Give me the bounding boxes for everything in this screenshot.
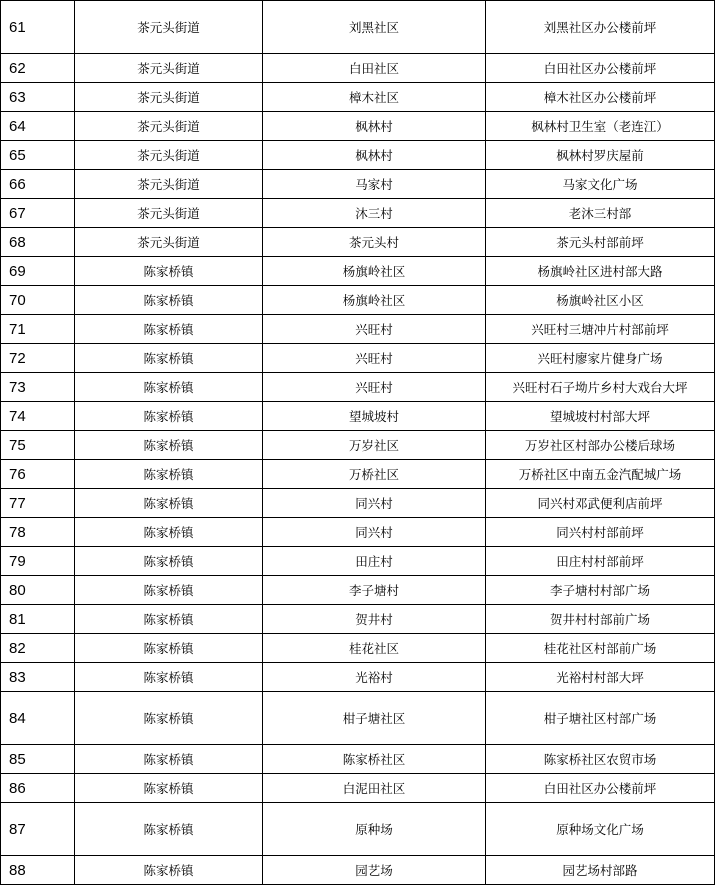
table-row [1,112,715,141]
location-cell: 贺井村村部前广场 [486,605,715,634]
table-row [1,199,715,228]
row-number-cell: 64 [1,112,75,141]
table-row [1,576,715,605]
street-cell: 陈家桥镇 [75,576,263,605]
table-row [1,170,715,199]
street-cell: 茶元头街道 [75,1,263,54]
row-number-cell: 82 [1,634,75,663]
community-cell: 桂花社区 [263,634,486,663]
community-cell: 柑子塘社区 [263,692,486,745]
street-cell: 茶元头街道 [75,83,263,112]
street-cell: 茶元头街道 [75,228,263,257]
row-number-cell: 72 [1,344,75,373]
row-number-cell: 80 [1,576,75,605]
row-number-cell: 87 [1,803,75,856]
row-number-cell: 76 [1,460,75,489]
location-cell: 枫林村卫生室（老连江） [486,112,715,141]
table-row [1,344,715,373]
street-cell: 陈家桥镇 [75,547,263,576]
table-row [1,856,715,885]
location-cell: 老沐三村部 [486,199,715,228]
street-cell: 陈家桥镇 [75,856,263,885]
street-cell: 陈家桥镇 [75,344,263,373]
location-cell: 兴旺村廖家片健身广场 [486,344,715,373]
street-cell: 陈家桥镇 [75,518,263,547]
community-cell: 原种场 [263,803,486,856]
table-row [1,373,715,402]
street-cell: 茶元头街道 [75,112,263,141]
community-cell: 万岁社区 [263,431,486,460]
location-cell: 同兴村邓武便利店前坪 [486,489,715,518]
community-cell: 贺井村 [263,605,486,634]
street-cell: 陈家桥镇 [75,431,263,460]
community-cell: 望城坡村 [263,402,486,431]
street-cell: 茶元头街道 [75,54,263,83]
row-number-cell: 77 [1,489,75,518]
table-row [1,634,715,663]
table-row [1,605,715,634]
community-cell: 沐三村 [263,199,486,228]
row-number-cell: 73 [1,373,75,402]
community-cell: 兴旺村 [263,344,486,373]
community-cell: 兴旺村 [263,373,486,402]
location-cell: 同兴村村部前坪 [486,518,715,547]
location-cell: 马家文化广场 [486,170,715,199]
community-cell: 茶元头村 [263,228,486,257]
row-number-cell: 71 [1,315,75,344]
street-cell: 茶元头街道 [75,170,263,199]
community-cell: 杨旗岭社区 [263,257,486,286]
location-cell: 柑子塘社区村部广场 [486,692,715,745]
table-row [1,518,715,547]
location-cell: 白田社区办公楼前坪 [486,54,715,83]
location-cell: 白田社区办公楼前坪 [486,774,715,803]
location-cell: 茶元头村部前坪 [486,228,715,257]
street-cell: 陈家桥镇 [75,803,263,856]
row-number-cell: 67 [1,199,75,228]
street-cell: 陈家桥镇 [75,745,263,774]
row-number-cell: 74 [1,402,75,431]
community-cell: 刘黑社区 [263,1,486,54]
street-cell: 陈家桥镇 [75,286,263,315]
location-cell: 杨旗岭社区进村部大路 [486,257,715,286]
row-number-cell: 78 [1,518,75,547]
street-cell: 陈家桥镇 [75,257,263,286]
row-number-cell: 86 [1,774,75,803]
row-number-cell: 79 [1,547,75,576]
street-cell: 茶元头街道 [75,199,263,228]
street-cell: 陈家桥镇 [75,489,263,518]
community-cell: 李子塘村 [263,576,486,605]
location-cell: 兴旺村三塘冲片村部前坪 [486,315,715,344]
location-cell: 田庄村村部前坪 [486,547,715,576]
table-row [1,774,715,803]
row-number-cell: 66 [1,170,75,199]
table-row [1,460,715,489]
table-row [1,286,715,315]
row-number-cell: 62 [1,54,75,83]
community-cell: 兴旺村 [263,315,486,344]
table-row [1,803,715,856]
table-row [1,745,715,774]
street-cell: 陈家桥镇 [75,315,263,344]
table-row [1,83,715,112]
table-row [1,141,715,170]
street-cell: 陈家桥镇 [75,373,263,402]
table-row [1,547,715,576]
table-row [1,692,715,745]
location-cell: 光裕村村部大坪 [486,663,715,692]
location-cell: 樟木社区办公楼前坪 [486,83,715,112]
row-number-cell: 84 [1,692,75,745]
row-number-cell: 83 [1,663,75,692]
location-cell: 李子塘村村部广场 [486,576,715,605]
table-row [1,402,715,431]
community-cell: 陈家桥社区 [263,745,486,774]
row-number-cell: 68 [1,228,75,257]
community-cell: 枫林村 [263,112,486,141]
location-cell: 兴旺村石子坳片乡村大戏台大坪 [486,373,715,402]
street-cell: 陈家桥镇 [75,605,263,634]
table-row [1,489,715,518]
table-row [1,54,715,83]
community-cell: 杨旗岭社区 [263,286,486,315]
table-row [1,431,715,460]
row-number-cell: 85 [1,745,75,774]
row-number-cell: 75 [1,431,75,460]
street-cell: 陈家桥镇 [75,692,263,745]
street-cell: 陈家桥镇 [75,634,263,663]
location-cell: 陈家桥社区农贸市场 [486,745,715,774]
location-cell: 原种场文化广场 [486,803,715,856]
table-row [1,663,715,692]
row-number-cell: 81 [1,605,75,634]
row-number-cell: 88 [1,856,75,885]
row-number-cell: 70 [1,286,75,315]
location-cell: 枫林村罗庆屋前 [486,141,715,170]
row-number-cell: 61 [1,1,75,54]
row-number-cell: 69 [1,257,75,286]
community-cell: 同兴村 [263,489,486,518]
location-cell: 望城坡村村部大坪 [486,402,715,431]
table-row [1,315,715,344]
community-cell: 樟木社区 [263,83,486,112]
street-cell: 陈家桥镇 [75,402,263,431]
community-cell: 园艺场 [263,856,486,885]
street-cell: 茶元头街道 [75,141,263,170]
row-number-cell: 63 [1,83,75,112]
street-cell: 陈家桥镇 [75,663,263,692]
street-cell: 陈家桥镇 [75,774,263,803]
community-cell: 白泥田社区 [263,774,486,803]
location-cell: 桂花社区村部前广场 [486,634,715,663]
table-row [1,228,715,257]
community-cell: 枫林村 [263,141,486,170]
location-cell: 万岁社区村部办公楼后球场 [486,431,715,460]
street-cell: 陈家桥镇 [75,460,263,489]
location-cell: 园艺场村部路 [486,856,715,885]
row-number-cell: 65 [1,141,75,170]
table-row [1,1,715,54]
community-cell: 白田社区 [263,54,486,83]
community-cell: 马家村 [263,170,486,199]
location-cell: 杨旗岭社区小区 [486,286,715,315]
community-cell: 同兴村 [263,518,486,547]
community-cell: 光裕村 [263,663,486,692]
table-row [1,257,715,286]
location-cell: 万桥社区中南五金汽配城广场 [486,460,715,489]
community-cell: 万桥社区 [263,460,486,489]
community-cell: 田庄村 [263,547,486,576]
location-cell: 刘黑社区办公楼前坪 [486,1,715,54]
table-body [1,1,715,885]
